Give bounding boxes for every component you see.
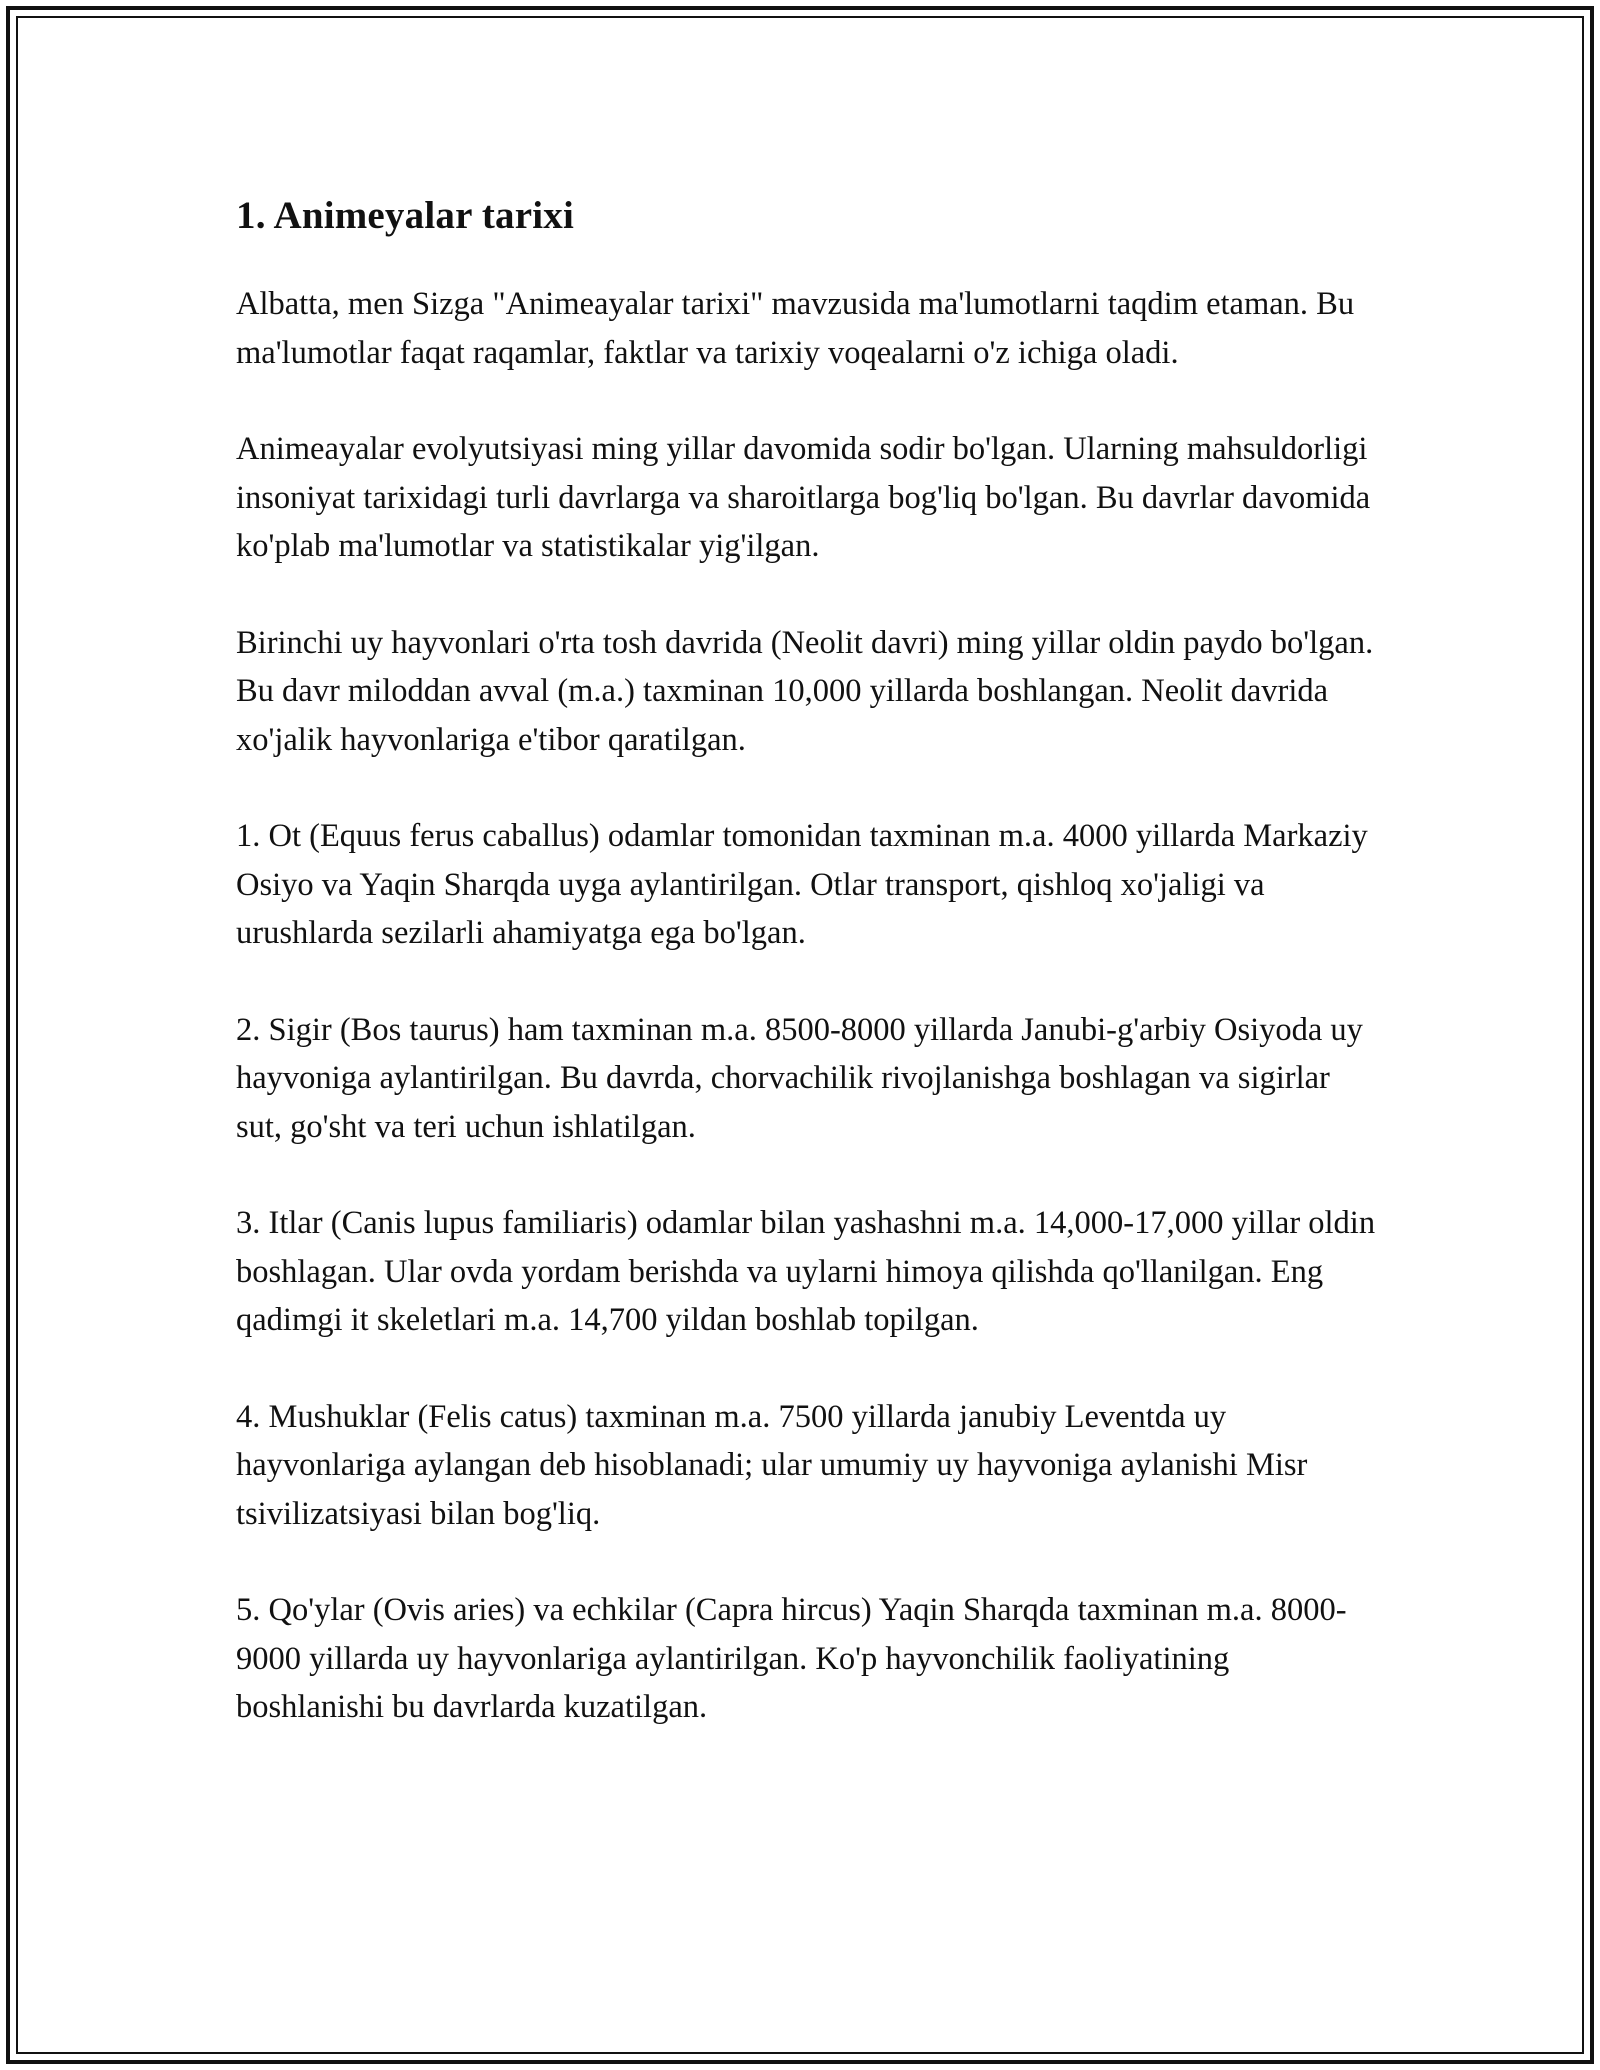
paragraph-horse: 1. Ot (Equus ferus caballus) odamlar tomonidan taxminan m.a. 4000 yillarda Markaziy Osiyo va Yaqin Sharqda uyga aylantirilgan. Otlar transport, qishloq xo'jaligi va urushlarda sezilarli ahamiyatga ega bo'lgan.: [236, 818, 1368, 951]
paragraph-neolithic: Birinchi uy hayvonlari o'rta tosh davrida (Neolit davri) ming yillar oldin paydo bo'lgan. Bu davr miloddan avval (m.a.) taxminan 10,000 yillarda boshlangan. Neolit davrida xo'jalik hayvonlariga e'tibor qaratilgan.: [236, 624, 1374, 758]
paragraph-dogs: 3. Itlar (Canis lupus familiaris) odamlar bilan yashashni m.a. 14,000-17,000 yillar oldin boshlagan. Ular ovda yordam berishda va uylarni himoya qilishda qo'llanilgan. Eng qadimgi it skeletlari m.a. 14,700 yildan boshlab topilgan.: [236, 1205, 1376, 1338]
paragraph-evolution: Animeayalar evolyutsiyasi ming yillar davomida sodir bo'lgan. Ularning mahsuldorligi insoniyat tarixidagi turli davrlarga va sharoitlarga bog'liq bo'lgan. Bu davrlar davomida ko'plab ma'lumotlar va statistikalar yig'ilgan.: [236, 431, 1371, 564]
paragraph-intro: Albatta, men Sizga "Animeayalar tarixi" mavzusida ma'lumotlarni taqdim etaman. Bu ma'lumotlar faqat raqamlar, faktlar va tarixiy voqealarni o'z ichiga oladi.: [236, 286, 1355, 371]
document-title: 1. Animeyalar tarixi: [236, 194, 574, 237]
paragraph-cow: 2. Sigir (Bos taurus) ham taxminan m.a. 8500-8000 yillarda Janubi-g'arbiy Osiyoda uy hayvoniga aylantirilgan. Bu davrda, chorvachilik rivojlanishga boshlagan va sigirlar sut, go'sht va teri uchun ishlatilgan.: [236, 1011, 1363, 1145]
paragraph-cats: 4. Mushuklar (Felis catus) taxminan m.a. 7500 yillarda janubiy Leventda uy hayvonlariga aylangan deb hisoblanadi; ular umumiy uy hayvoniga aylanishi Misr tsivilizatsiyasi bilan bog'liq.: [236, 1398, 1308, 1532]
paragraph-sheep-goats: 5. Qo'ylar (Ovis aries) va echkilar (Capra hircus) Yaqin Sharqda taxminan m.a. 8000-9000 yillarda uy hayvonlariga aylantirilgan. Ko'p hayvonchilik faoliyatining boshlanishi bu davrlarda kuzatilgan.: [236, 1592, 1347, 1725]
document-body: [236, 186, 1376, 1780]
